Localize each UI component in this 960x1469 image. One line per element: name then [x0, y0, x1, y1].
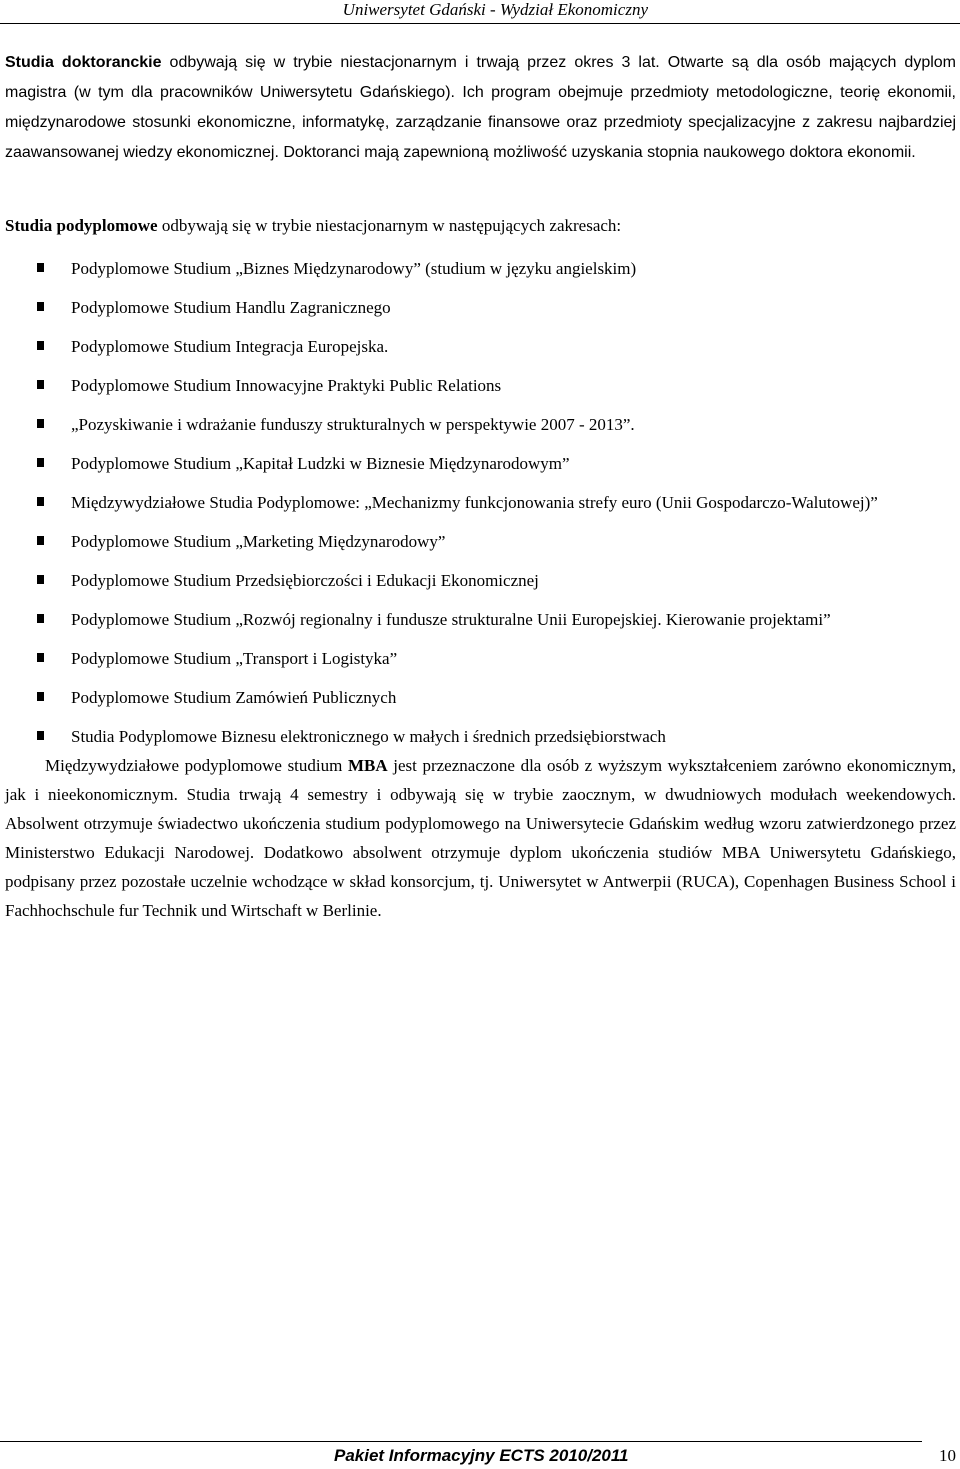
list-item	[5, 488, 956, 517]
list-item	[5, 449, 956, 478]
bullet-icon	[37, 380, 44, 389]
postgrad-intro-text: odbywają się w trybie niestacjonarnym w następujących zakresach:	[157, 216, 622, 235]
postgrad-list	[5, 254, 956, 751]
list-item-text: Podyplomowe Studium „Transport i Logistyka”	[71, 649, 398, 668]
bullet-icon	[37, 302, 44, 311]
list-item-text: „Pozyskiwanie i wdrażanie funduszy strukturalnych w perspektywie 2007 - 2013”.	[71, 415, 635, 434]
footer-rule	[0, 1441, 922, 1442]
doctoral-studies-text-a: odbywają się w trybie niestacjonarnym i trwają przez okres 3 lat. Otwarte są dla osób mających dyplom magistra (w tym dla pracowników Uniwersytetu Gdańskiego).	[5, 54, 957, 101]
list-item-text: Podyplomowe Studium Przedsiębiorczości i Edukacji Ekonomicznej	[71, 571, 539, 590]
list-item-text: Podyplomowe Studium Handlu Zagranicznego	[71, 298, 391, 317]
list-item	[5, 527, 956, 556]
list-item	[5, 722, 956, 751]
doctoral-studies-text-b: Ich program obejmuje przedmioty metodologiczne, teorię ekonomii, międzynarodowe stosunki ekonomiczne, informatykę, zarządzanie finansowe oraz przedmioty specjalizacyjne z zakresu najbardziej zaawansowanej wiedzy ekonomicznej. Doktoranci mają zapewnioną możliwość uzyskania stopnia naukowego doktora ekonomii.	[5, 84, 956, 161]
list-item	[5, 410, 956, 439]
list-item	[5, 254, 956, 283]
list-item	[5, 683, 956, 712]
list-item	[5, 605, 956, 634]
list-item	[5, 644, 956, 673]
list-item	[5, 293, 956, 322]
bullet-icon	[37, 341, 44, 350]
list-item-text: Międzywydziałowe Studia Podyplomowe: „Mechanizmy funkcjonowania strefy euro (Unii Gospodarczo-Walutowej)”	[71, 493, 878, 512]
list-item-text: Studia Podyplomowe Biznesu elektronicznego w małych i średnich przedsiębiorstwach	[71, 727, 666, 746]
list-item-text: Podyplomowe Studium Innowacyjne Praktyki Public Relations	[71, 376, 502, 395]
page-number: 10	[939, 1446, 956, 1465]
mba-paragraph	[5, 751, 956, 925]
list-item	[5, 332, 956, 361]
doctoral-studies-lead: Studia doktoranckie	[5, 54, 162, 71]
footer-title: Pakiet Informacyjny ECTS 2010/2011	[334, 1446, 629, 1465]
mba-bold: MBA	[347, 756, 388, 775]
list-item	[5, 566, 956, 595]
bullet-icon	[37, 575, 44, 584]
bullet-icon	[37, 536, 44, 545]
bullet-icon	[37, 458, 44, 467]
list-item-text: Podyplomowe Studium „Kapitał Ludzki w Biznesie Międzynarodowym”	[71, 454, 570, 473]
bullet-icon	[37, 419, 44, 428]
list-item-text: Podyplomowe Studium „Biznes Międzynarodowy” (studium w języku angielskim)	[71, 259, 637, 278]
page-header: Uniwersytet Gdański - Wydział Ekonomiczny	[342, 0, 648, 19]
mba-text-a: Międzywydziałowe podyplomowe studium	[45, 756, 348, 775]
bullet-icon	[37, 731, 44, 740]
doctoral-studies-paragraph	[5, 47, 956, 167]
header-rule	[0, 23, 960, 24]
bullet-icon	[37, 653, 44, 662]
list-item-text: Podyplomowe Studium Integracja Europejska.	[71, 337, 389, 356]
list-item-text: Podyplomowe Studium Zamówień Publicznych	[71, 688, 397, 707]
postgrad-lead: Studia podyplomowe	[5, 216, 158, 235]
postgrad-intro	[5, 211, 956, 240]
bullet-icon	[37, 497, 44, 506]
bullet-icon	[37, 614, 44, 623]
list-item-text: Podyplomowe Studium „Rozwój regionalny i fundusze strukturalne Unii Europejskiej. Kierowanie projektami”	[71, 610, 831, 629]
list-item-text: Podyplomowe Studium „Marketing Międzynarodowy”	[71, 532, 446, 551]
list-item	[5, 371, 956, 400]
mba-text-b: jest przeznaczone dla osób z wyższym wykształceniem zarówno ekonomicznym, jak i nieekonomicznym. Studia trwają 4 semestry i odbywają się w trybie zaocznym, w dwudniowych modułach weekendowych. Absolwent otrzymuje świadectwo ukończenia studium podyplomowego na Uniwersytecie Gdańskim według wzoru zatwierdzonego przez Ministerstwo Edukacji Narodowej. Dodatkowo absolwent otrzymuje dyplom ukończenia studiów MBA Uniwersytetu Gdańskiego, podpisany przez pozostałe uczelnie wchodzące w skład konsorcjum, tj. Uniwersytet w Antwerpii (RUCA), Copenhagen Business School i Fachhochschule fur Technik und Wirtschaft w Berlinie.	[5, 756, 956, 920]
bullet-icon	[37, 692, 44, 701]
document-body	[5, 47, 956, 925]
bullet-icon	[37, 263, 44, 272]
